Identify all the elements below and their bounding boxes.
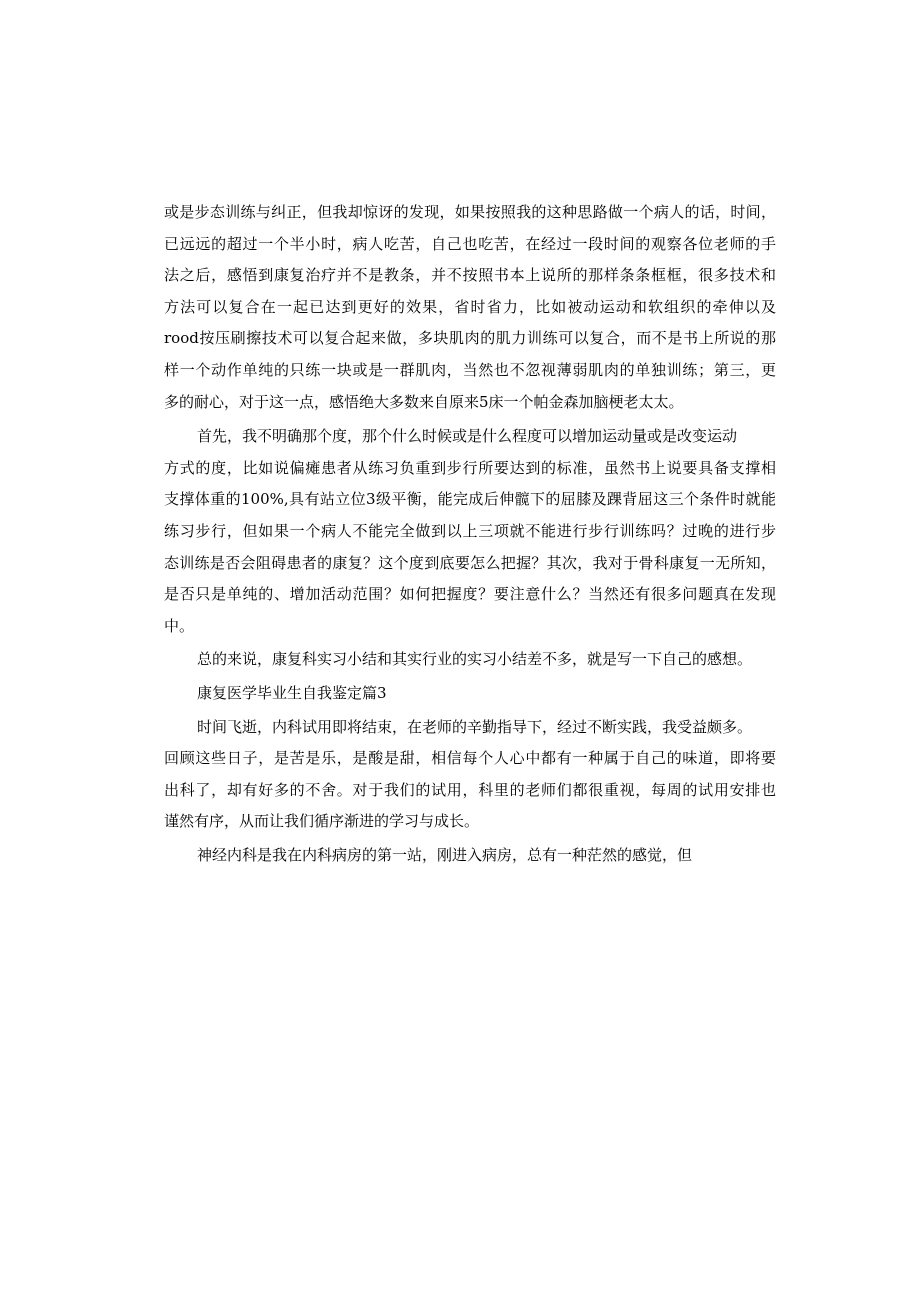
text-line: rood按压刷擦技术可以复合起来做，多块肌肉的肌力训练可以复合，而不是书上所说的那	[164, 329, 776, 348]
section-heading	[164, 678, 776, 710]
text-line: 练习步行，但如果一个病人不能完全做到以上三项就不能进行步行训练吗？过晚的进行步	[164, 521, 776, 540]
paragraph-5	[164, 840, 776, 872]
paragraph-1	[164, 197, 776, 418]
text-line: 回顾这些日子，是苦是乐，是酸是甜，相信每个人心中都有一种属于自己的味道，即将要	[164, 749, 776, 768]
paragraph-3	[164, 644, 776, 676]
text-line: 或是步态训练与纠正，但我却惊讶的发现，如果按照我的这种思路做一个病人的话，时间，	[164, 203, 776, 221]
text-line: 神经内科是我在内科病房的第一站，刚进入病房，总有一种茫然的感觉，但	[197, 845, 693, 864]
text-line: 态训练是否会阻碍患者的康复？这个度到底要怎么把握？其次，我对于骨科康复一无所知，	[164, 553, 776, 572]
text-line: 支撑体重的100%,具有站立位3级平衡，能完成后伸髋下的屈膝及踝背屈这三个条件时就能	[164, 490, 776, 509]
text-line: 中。	[164, 616, 195, 635]
text-line: 是否只是单纯的、增加活动范围？如何把握度？要注意什么？当然还有很多问题真在发现	[164, 585, 776, 604]
text-line: 法之后，感悟到康复治疗并不是教条，并不按照书本上说所的那样条条框框，很多技术和	[164, 266, 776, 285]
text-line: 方式的度，比如说偏瘫患者从练习负重到步行所要达到的标准，虽然书上说要具备支撑相	[164, 458, 776, 477]
text-line: 时间飞逝，内科试用即将结束，在老师的辛勤指导下，经过不断实践，我受益颇多。	[197, 717, 753, 736]
paragraph-4	[164, 712, 776, 838]
text-line: 出科了，却有好多的不舍。对于我们的试用，科里的老师们都很重视，每周的试用安排也	[164, 780, 776, 799]
text-line: 样一个动作单纯的只练一块或是一群肌肉，当然也不忽视薄弱肌肉的单独训练；第三，更	[164, 360, 776, 379]
paragraph-2	[164, 421, 776, 642]
heading-text: 康复医学毕业生自我鉴定篇3	[197, 683, 387, 702]
text-line: 多的耐心，对于这一点，感悟绝大多数来自原来5床一个帕金森加脑梗老太太。	[164, 392, 684, 411]
text-line: 谨然有序，从而让我们循序渐进的学习与成长。	[164, 812, 480, 831]
text-line: 已远远的超过一个半小时，病人吃苦，自己也吃苦，在经过一段时间的观察各位老师的手	[164, 234, 776, 253]
text-line: 总的来说，康复科实习小结和其实行业的实习小结差不多，就是写一下自己的感想。	[197, 650, 753, 669]
text-line: 首先，我不明确那个度，那个什么时候或是什么程度可以增加运动量或是改变运动	[197, 427, 738, 446]
text-line: 方法可以复合在一起已达到更好的效果，省时省力，比如被动运动和软组织的牵伸以及	[164, 297, 776, 316]
document-body	[164, 197, 776, 871]
